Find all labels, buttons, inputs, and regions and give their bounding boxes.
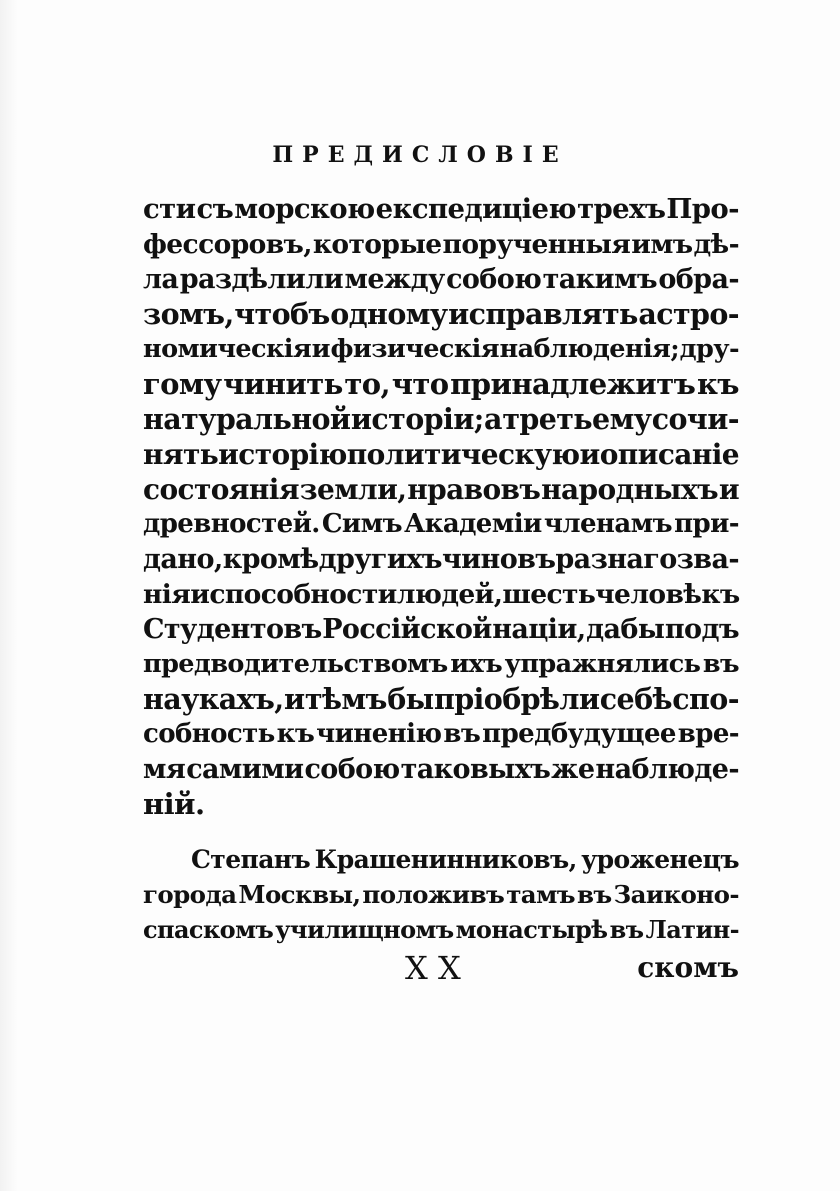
word: уроженецъ: [581, 845, 739, 874]
word: и: [190, 579, 210, 610]
word: націи,: [492, 614, 586, 645]
word: тѣмъ: [304, 682, 387, 716]
word: къ: [696, 367, 739, 401]
word: обра-: [658, 264, 739, 295]
text-line: [143, 227, 739, 262]
word: въ: [702, 649, 739, 679]
text-line: [143, 437, 739, 472]
page-edge-shadow: [0, 0, 18, 1191]
word: Россійской: [322, 614, 492, 645]
word: наукахъ,: [143, 682, 284, 716]
word: натуральной: [143, 402, 351, 436]
word: физическія: [330, 334, 499, 364]
word: дѣ-: [693, 229, 739, 260]
word: предводительствомъ: [143, 649, 448, 679]
word: Крашенинниковъ,: [314, 845, 577, 874]
word: училищномъ: [275, 915, 454, 944]
word: фессоровъ,: [143, 229, 312, 260]
word: чиненію: [316, 719, 442, 749]
signature-mark: X X: [405, 949, 461, 987]
text-line: [143, 752, 739, 787]
text-line: [143, 402, 739, 437]
text-line: [143, 647, 739, 682]
running-head: ПРЕДИСЛОВІЕ: [272, 142, 568, 168]
word: бы: [387, 682, 434, 716]
word: нравовъ: [407, 473, 541, 506]
word: монастырѣ: [455, 915, 608, 944]
word: таковыхъ: [400, 754, 551, 785]
word: спо-: [672, 682, 739, 716]
word: исправлять: [448, 297, 638, 331]
word: древностей.: [143, 509, 320, 539]
word: сти: [143, 193, 196, 225]
word: при-: [674, 509, 739, 539]
word: раздѣлили: [179, 264, 344, 295]
text-line: [143, 577, 739, 612]
word: Латин-: [645, 915, 739, 944]
word: пріобрѣли: [433, 682, 600, 716]
word: города: [143, 880, 237, 909]
word: къ: [276, 719, 315, 749]
word: собою: [446, 264, 542, 295]
word: политическую: [346, 438, 580, 471]
word: гому: [143, 367, 222, 401]
word: Степанъ: [191, 845, 311, 874]
word: такимъ: [542, 264, 657, 295]
word: ихъ: [450, 649, 503, 679]
word: вре-: [677, 719, 739, 749]
word: Про-: [666, 193, 739, 225]
text-line: [143, 262, 739, 297]
word: експедиціею: [375, 193, 576, 225]
text-line: [143, 542, 739, 577]
word: тамъ: [506, 880, 575, 909]
text-line: [143, 682, 739, 717]
word: земли,: [299, 473, 407, 506]
word: что: [391, 367, 449, 401]
text-line: [143, 877, 739, 912]
text-line: [143, 912, 739, 947]
word: чинить: [223, 367, 343, 401]
word: номическія: [143, 334, 312, 364]
text-line: [143, 787, 739, 822]
word: сочи-: [651, 402, 739, 436]
word: въ: [443, 719, 481, 749]
text-line: [143, 612, 739, 647]
word: зва-: [676, 544, 739, 575]
word: которые: [312, 229, 442, 260]
word: третьему: [502, 402, 652, 436]
word: астро-: [638, 297, 739, 331]
text-line: [143, 507, 739, 542]
word: положивъ: [362, 880, 505, 909]
word: шесть: [502, 579, 596, 610]
word: Москвы,: [238, 880, 361, 909]
paragraph-1: [143, 192, 739, 822]
paragraph-2: [143, 842, 739, 947]
word: самими: [186, 754, 304, 785]
word: дано,: [143, 544, 223, 575]
word: состоянія: [143, 473, 299, 506]
word: Заиконо-: [613, 880, 739, 909]
word: а: [484, 402, 502, 436]
word: членамъ: [543, 509, 672, 539]
word: людей,: [396, 579, 503, 610]
word: исторіи;: [350, 402, 484, 436]
catchword: скомъ: [637, 951, 739, 984]
word: нять: [143, 438, 219, 471]
word: имъ: [631, 229, 693, 260]
word: способности: [209, 579, 397, 610]
word: наблюде-: [595, 754, 739, 785]
word: чтобъ: [234, 297, 330, 331]
word: съ: [196, 193, 234, 225]
word: трехъ: [577, 193, 666, 225]
word: дабы: [586, 614, 665, 645]
word: разнаго: [555, 544, 677, 575]
word: то,: [344, 367, 391, 401]
word: ла: [143, 264, 179, 295]
word: собность: [143, 719, 275, 749]
text-line: [143, 367, 739, 402]
text-line: [143, 332, 739, 367]
word: спаскомъ: [143, 915, 274, 944]
word: человѣкъ: [595, 579, 740, 610]
word: кромѣ: [222, 544, 319, 575]
text-line: [143, 717, 739, 752]
word: Студентовъ: [143, 614, 322, 645]
word: народныхъ: [541, 473, 718, 506]
word: морскою: [234, 193, 375, 225]
word: въ: [576, 880, 612, 909]
word: дру-: [679, 334, 739, 364]
word: собою: [304, 754, 400, 785]
word: Академіи: [404, 509, 542, 539]
word: и: [311, 334, 330, 364]
word: и: [579, 438, 600, 471]
word: и: [283, 682, 305, 716]
word: описаніе: [599, 438, 739, 471]
page-footer: [143, 948, 739, 988]
word: между: [344, 264, 445, 295]
word: другихъ: [318, 544, 442, 575]
word: мя: [143, 754, 186, 785]
word: себѣ: [599, 682, 672, 716]
word: въ: [609, 915, 644, 944]
word: Симъ: [321, 509, 402, 539]
word: предбудущее: [482, 719, 676, 749]
text-line: [143, 297, 739, 332]
text-line: [143, 472, 739, 507]
word: наблюденія;: [499, 334, 680, 364]
word: принадлежитъ: [450, 367, 696, 401]
word: ній.: [143, 787, 205, 821]
word: упражнялись: [504, 649, 701, 679]
word: нія: [143, 579, 191, 610]
word: порученныя: [442, 229, 631, 260]
word: и: [718, 473, 739, 506]
text-line: [143, 192, 739, 227]
text-line: [143, 842, 739, 877]
word: же: [551, 754, 595, 785]
word: исторію: [218, 438, 347, 471]
word: зомъ,: [143, 297, 234, 331]
word: подъ: [664, 614, 739, 645]
word: одному: [330, 297, 448, 331]
word: чиновъ: [441, 544, 556, 575]
